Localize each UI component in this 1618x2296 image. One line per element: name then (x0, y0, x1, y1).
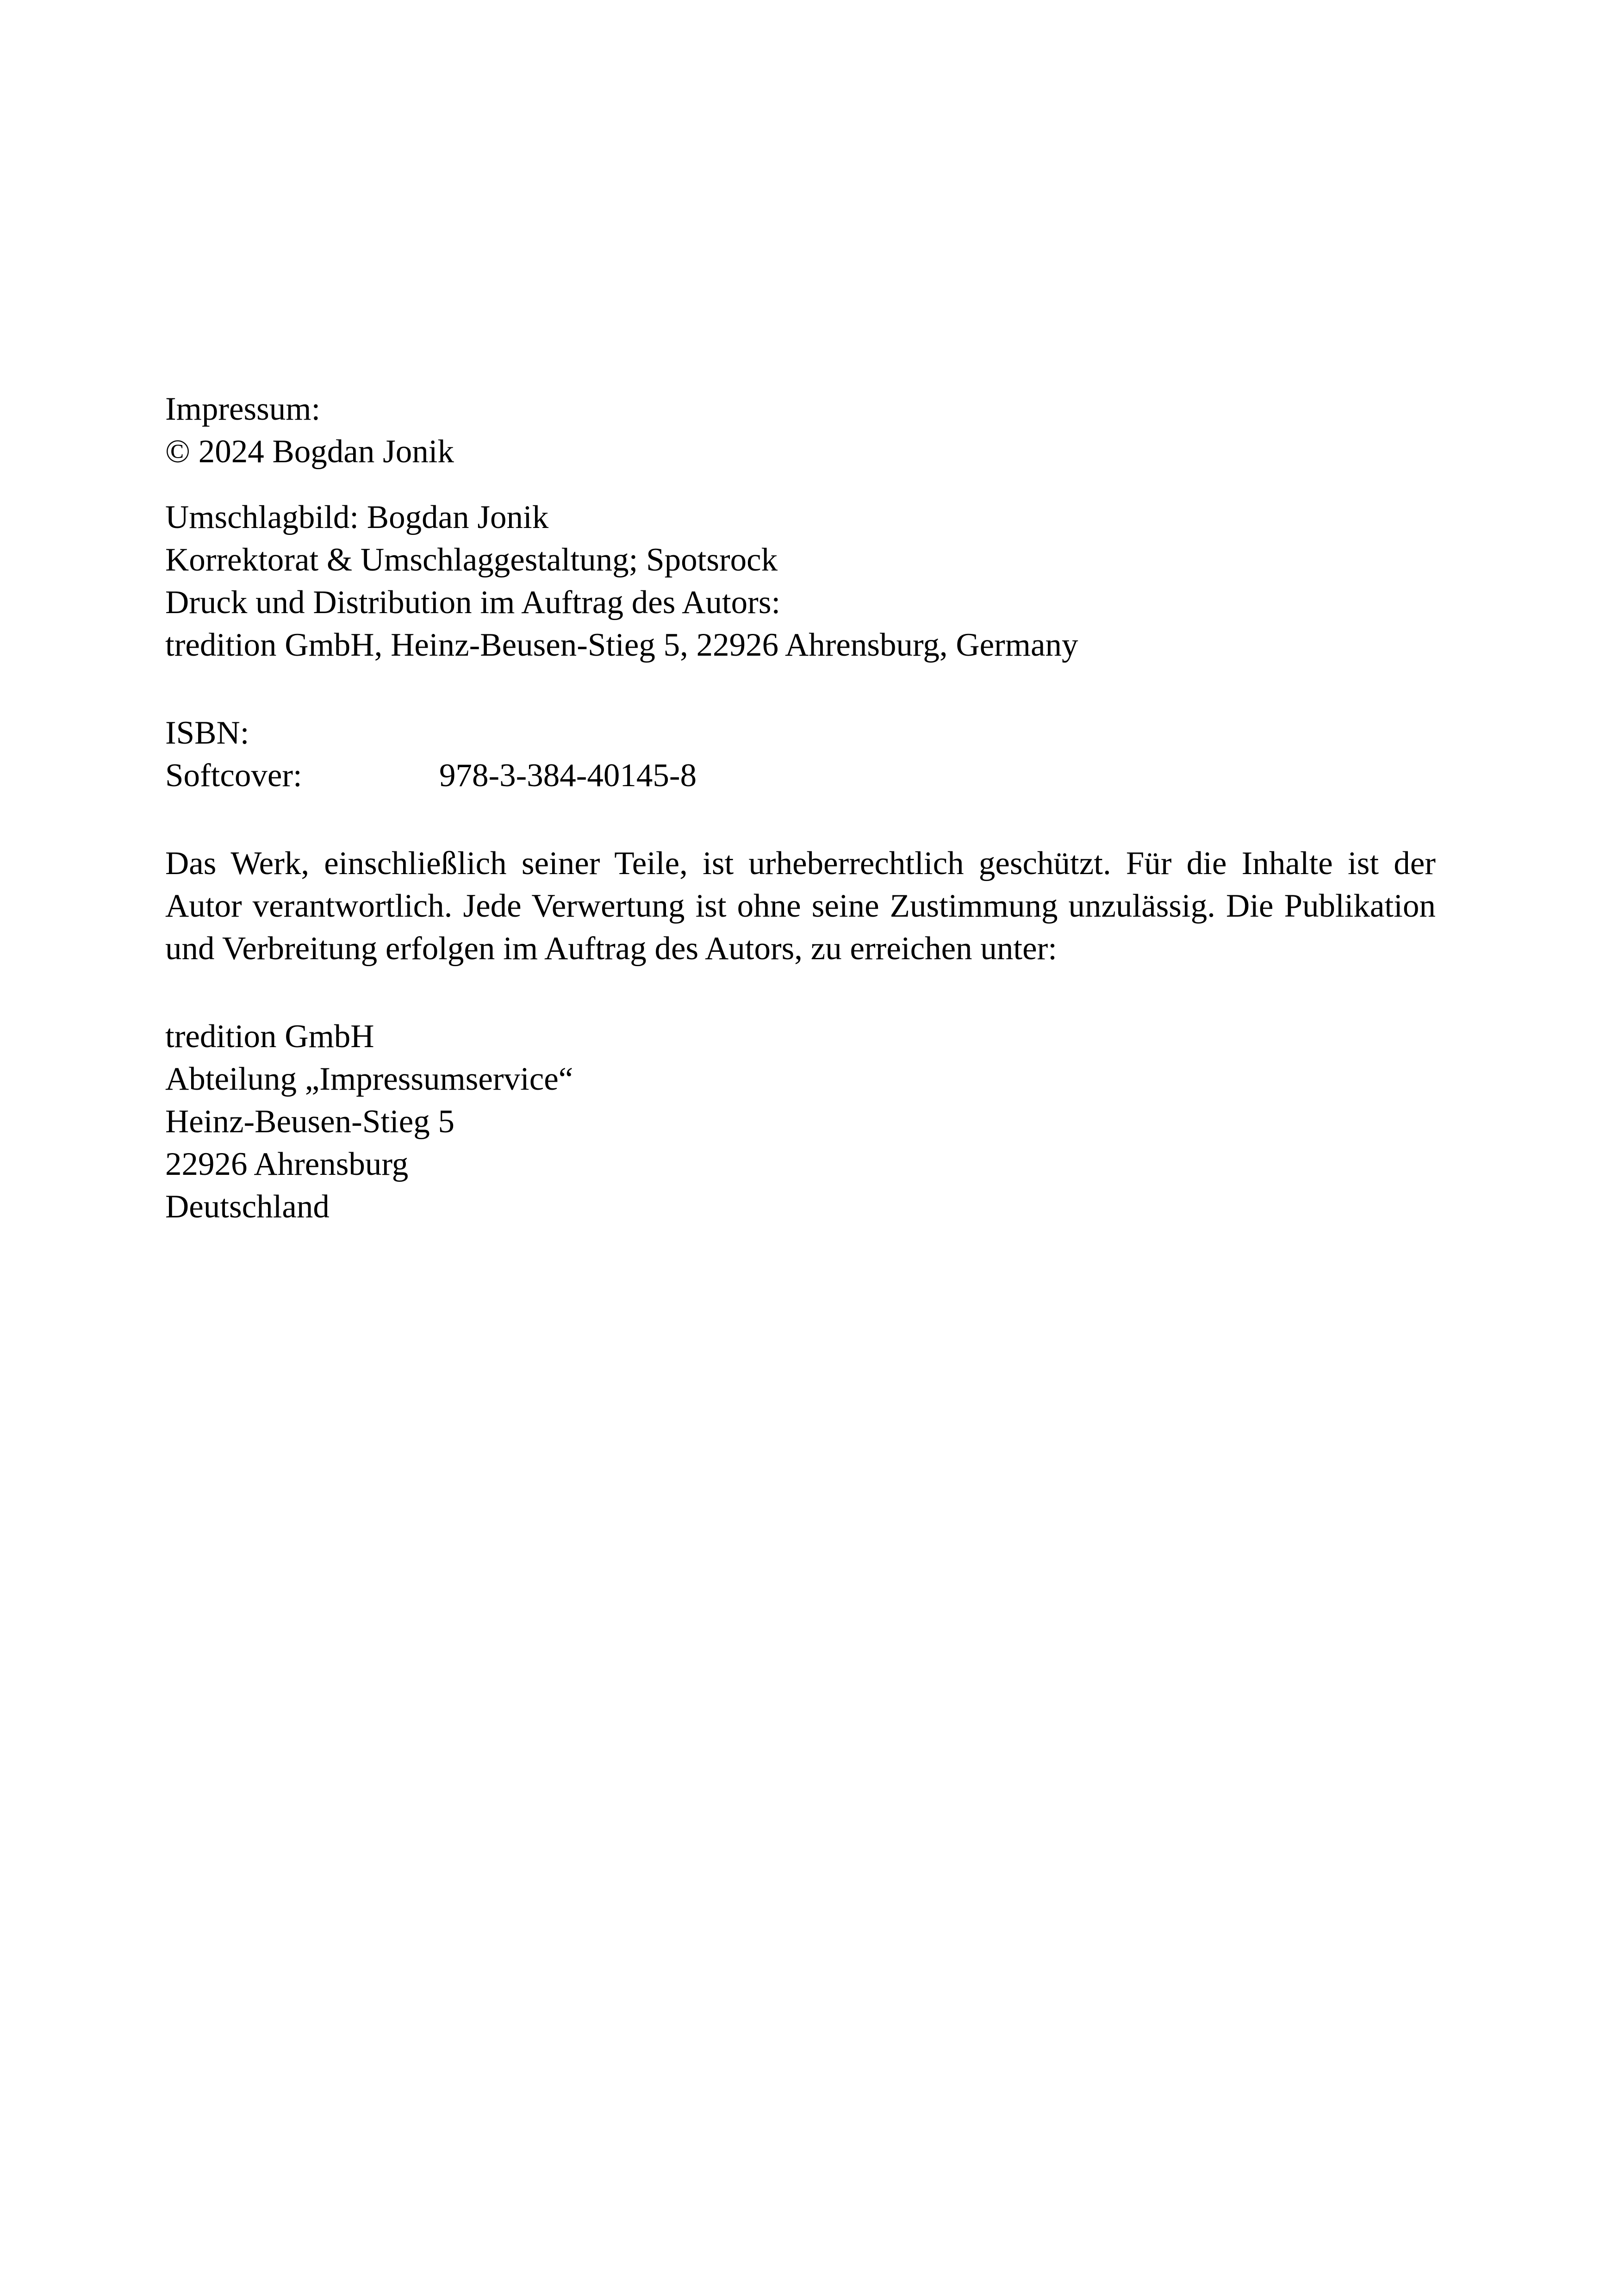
imprint-heading: Impressum: (165, 391, 321, 427)
isbn-softcover-label: Softcover: (165, 757, 302, 794)
proofreading-credit: Korrektorat & Umschlaggestaltung; Spotsrock (165, 542, 778, 578)
isbn-softcover-value: 978-3-384-40145-8 (439, 757, 697, 794)
credits-block (165, 496, 1436, 666)
contact-address (165, 1015, 1436, 1228)
contact-country: Deutschland (165, 1189, 330, 1225)
publisher-address: tredition GmbH, Heinz-Beusen-Stieg 5, 22926 Ahrensburg, Germany (165, 627, 1078, 663)
printing-credit: Druck und Distribution im Auftrag des Autors: (165, 584, 781, 621)
imprint-content (165, 388, 1436, 1228)
spacer (165, 797, 1436, 842)
contact-department: Abteilung „Impressumservice“ (165, 1061, 573, 1097)
cover-image-credit: Umschlagbild: Bogdan Jonik (165, 499, 549, 535)
contact-street: Heinz-Beusen-Stieg 5 (165, 1104, 455, 1140)
copyright-line: © 2024 Bogdan Jonik (165, 434, 454, 470)
isbn-block (165, 712, 1436, 797)
copyright-notice: Das Werk, einschließlich seiner Teile, ist urheberrechtlich geschützt. Für die Inhalte ist der Autor verantwortlich. Jede Verwertung ist ohne seine Zustimmung unzulässig. Die Publikation und Verbreitung erfolgen im Auftrag des Autors, zu erreichen unter: (165, 845, 1436, 967)
spacer (165, 970, 1436, 1015)
contact-city: 22926 Ahrensburg (165, 1146, 409, 1182)
isbn-heading: ISBN: (165, 715, 249, 751)
spacer (165, 473, 1436, 496)
imprint-header (165, 388, 1436, 473)
contact-company: tredition GmbH (165, 1018, 374, 1055)
isbn-softcover-row (165, 754, 1436, 797)
spacer (165, 666, 1436, 712)
